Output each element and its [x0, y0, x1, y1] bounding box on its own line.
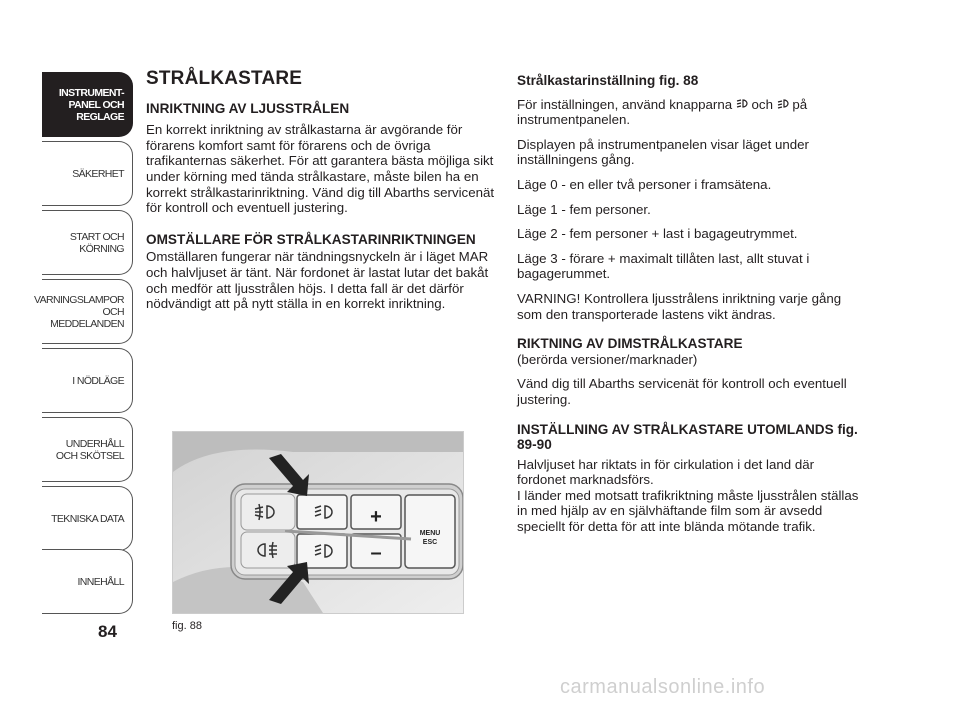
tab-label: MEDDELANDEN: [50, 317, 124, 330]
left-column: [146, 68, 496, 321]
minus-label: –: [370, 542, 382, 564]
paragraph-display: Displayen på instrumentpanelen visar läget under inställningens gång.: [517, 136, 809, 168]
paragraph-mode-0: Läge 0 - en eller två personer i framsätena.: [517, 176, 772, 192]
tab-label: INSTRUMENT-: [58, 86, 124, 99]
paragraph-mode-3: Läge 3 - förare + maximalt tillåten last, allt stuvat i bagagerummet.: [517, 250, 810, 282]
heading-fog: RIKTNING AV DIMSTRÅLKASTARE: [517, 336, 743, 352]
tab-label: SÄKERHET: [72, 167, 124, 180]
tab-label: START OCH: [69, 230, 124, 243]
plus-label: +: [370, 506, 382, 528]
headlight-up-button: [297, 495, 347, 529]
text-fragment: och: [751, 96, 773, 112]
tab-label: INNEHÅLL: [77, 575, 124, 588]
tab-label: REGLAGE: [76, 110, 124, 123]
tab-innehall[interactable]: [42, 549, 133, 614]
paragraph-switch: Omställaren fungerar när tändningsnyckeln är i läget MAR och halvljuset är tänt. När fordonet är lastat lutar det bakåt och medför att ljusstrålen höjs. I detta fall är det därför nödvändigt att på nytt ställa in en korrekt inriktning.: [146, 249, 489, 312]
tab-label: OCH SKÖTSEL: [55, 449, 124, 462]
tab-start-och-korning[interactable]: [42, 210, 133, 275]
watermark: carmanualsonline.info: [560, 676, 766, 698]
text-fragment: För inställningen, använd knapparna: [517, 96, 733, 112]
tab-underhall[interactable]: [42, 417, 133, 482]
tab-i-nodlage[interactable]: [42, 348, 133, 413]
heading-abroad: INSTÄLLNING AV STRÅLKASTARE UTOMLANDS fig. 89-90: [517, 421, 858, 453]
right-column: [517, 73, 862, 544]
headlight-down-inline-icon: [777, 98, 789, 109]
paragraph-warning: VARNING! Kontrollera ljusstrålens inriktning varje gång som den transporterade lastens vikt ändras.: [517, 290, 842, 322]
menu-label: MENU: [419, 530, 441, 537]
figure-caption: fig. 88: [172, 620, 202, 632]
figure-88-dashboard-buttons: [172, 431, 464, 614]
tab-sakerhet[interactable]: [42, 141, 133, 206]
dashboard-illustration: [173, 432, 463, 613]
tab-label: OCH: [102, 305, 124, 318]
tab-label: I NÖDLÄGE: [72, 374, 124, 387]
text-fragment: på instrumentpanelen.: [517, 96, 808, 128]
tab-varningslampor[interactable]: [33, 279, 133, 344]
paragraph-abroad-1: Halvljuset har riktats in för cirkulation i det land där fordonet marknadsförs.: [517, 456, 815, 488]
heading-alignment: INRIKTNING AV LJUSSTRÅLEN: [146, 100, 350, 116]
paragraph-alignment: En korrekt inriktning av strålkastarna är avgörande för förarens komfort samt för förarens och de övriga trafikanternas säkerhet. För att garantera bästa möjliga sikt under körning med tända strålkastare, måste bilen ha en korrekt strålkastarinriktning. Vänd dig till Abarths servicenät för kontroll och eventuell justering.: [146, 122, 495, 216]
tab-label: VARNINGSLAMPOR: [33, 293, 124, 306]
paragraph-fog-sub: (berörda versioner/marknader): [517, 351, 698, 367]
section-title: STRÅLKASTARE: [146, 68, 303, 89]
paragraph-mode-1: Läge 1 - fem personer.: [517, 201, 651, 217]
heading-setting: Strålkastarinställning fig. 88: [517, 73, 699, 88]
tab-label: PANEL OCH: [68, 98, 124, 111]
tab-instrumentpanel[interactable]: [42, 72, 133, 137]
tab-label: KÖRNING: [79, 242, 124, 255]
paragraph-fog: Vänd dig till Abarths servicenät för kontroll och eventuell justering.: [517, 376, 847, 407]
paragraph-abroad-2: I länder med motsatt trafikriktning måste ljusstrålen ställas in med hjälp av en självhäftande film som är avsedd speciellt för detta för att inte blända mötande trafik.: [517, 487, 859, 535]
tab-label: TEKNISKA DATA: [51, 512, 124, 525]
esc-label: ESC: [422, 539, 438, 546]
heading-switch: OMSTÄLLARE FÖR STRÅLKASTARINRIKTNINGEN: [146, 231, 476, 247]
tab-tekniska-data[interactable]: [42, 486, 133, 551]
paragraph-mode-2: Läge 2 - fem personer + last i bagageutrymmet.: [517, 226, 798, 242]
headlight-up-inline-icon: [736, 98, 748, 109]
page-number: 84: [98, 622, 117, 641]
paragraph-setting-intro: [517, 97, 862, 128]
tab-label: UNDERHÅLL: [65, 437, 124, 450]
